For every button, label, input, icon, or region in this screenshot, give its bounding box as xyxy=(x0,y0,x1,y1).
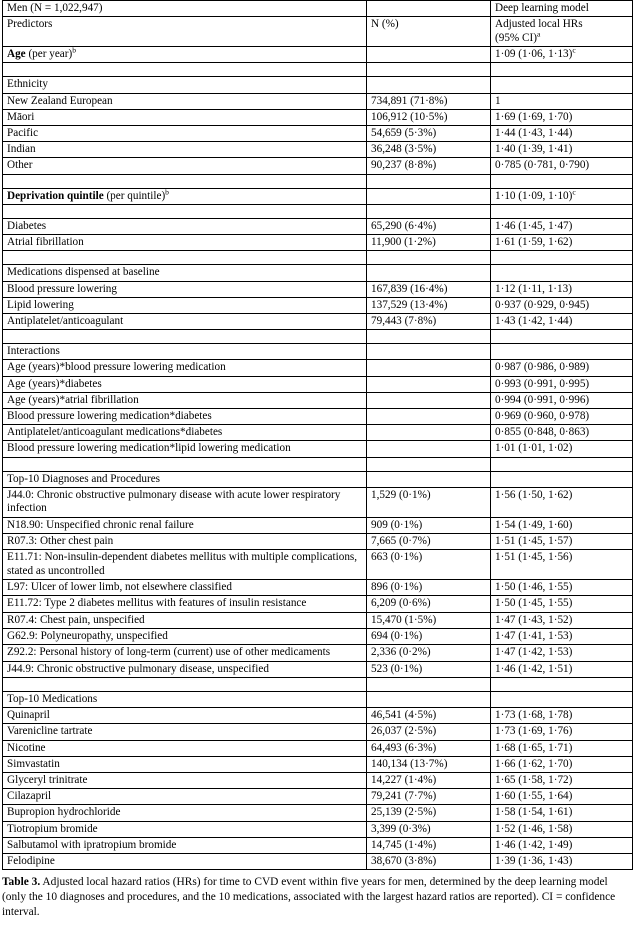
row-label: Z92.2: Personal history of long-term (current) use of other medicaments xyxy=(3,645,367,661)
row-label: Blood pressure lowering medication*lipid lowering medication xyxy=(3,441,367,457)
row-hazard-ratio: 1·61 (1·59, 1·62) xyxy=(491,235,633,251)
table-caption xyxy=(2,875,634,919)
spacer-cell xyxy=(491,63,633,77)
row-label: Tiotropium bromide xyxy=(3,821,367,837)
row-n-percent: 90,237 (8·8%) xyxy=(367,158,491,174)
row-n-percent xyxy=(367,392,491,408)
row-n-percent xyxy=(367,471,491,487)
table-row xyxy=(3,740,633,756)
row-hazard-ratio: 0·969 (0·960, 0·978) xyxy=(491,409,633,425)
row-label: Blood pressure lowering xyxy=(3,281,367,297)
hazard-ratio-table xyxy=(2,0,633,870)
table-row xyxy=(3,580,633,596)
row-n-percent: 167,839 (16·4%) xyxy=(367,281,491,297)
table-row xyxy=(3,596,633,612)
row-hazard-ratio: 0·993 (0·991, 0·995) xyxy=(491,376,633,392)
row-n-percent: 7,665 (0·7%) xyxy=(367,534,491,550)
table-body xyxy=(3,1,633,870)
table-row xyxy=(3,805,633,821)
spacer-cell xyxy=(491,251,633,265)
spacer-cell xyxy=(367,251,491,265)
spacer-cell xyxy=(3,457,367,471)
table-row xyxy=(3,77,633,93)
row-hazard-ratio: 1·50 (1·46, 1·55) xyxy=(491,580,633,596)
table-spacer-row xyxy=(3,204,633,218)
row-n-percent: 38,670 (3·8%) xyxy=(367,854,491,870)
row-label xyxy=(3,188,367,204)
table-row xyxy=(3,534,633,550)
row-n-percent xyxy=(367,409,491,425)
row-n-percent: 15,470 (1·5%) xyxy=(367,612,491,628)
row-label: Blood pressure lowering medication*diabetes xyxy=(3,409,367,425)
row-n-percent: 663 (0·1%) xyxy=(367,550,491,580)
table-header-row-cohort xyxy=(3,1,633,17)
table-row xyxy=(3,708,633,724)
row-label-footnote-marker: b xyxy=(72,45,77,55)
caption-text: Adjusted local hazard ratios (HRs) for time to CVD event within five years for men, determined by the deep learning model (only the 10 diagnoses and procedures, and the 10 medications, associated with the largest hazard ratios are reported). CI = confidence interval. xyxy=(2,876,616,918)
table-row xyxy=(3,392,633,408)
row-n-percent xyxy=(367,47,491,63)
row-hazard-ratio xyxy=(491,265,633,281)
spacer-cell xyxy=(367,63,491,77)
spacer-cell xyxy=(3,330,367,344)
row-label: Antiplatelet/anticoagulant medications*diabetes xyxy=(3,425,367,441)
row-label: Glyceryl trinitrate xyxy=(3,772,367,788)
row-n-percent: 14,227 (1·4%) xyxy=(367,772,491,788)
row-hazard-ratio: 1·66 (1·62, 1·70) xyxy=(491,756,633,772)
row-label: Medications dispensed at baseline xyxy=(3,265,367,281)
table-row xyxy=(3,854,633,870)
row-hazard-ratio: 1·47 (1·43, 1·52) xyxy=(491,612,633,628)
row-n-percent xyxy=(367,441,491,457)
row-label-rest: (per year) xyxy=(25,48,73,61)
row-n-percent: 26,037 (2·5%) xyxy=(367,724,491,740)
row-hazard-ratio xyxy=(491,188,633,204)
row-label: Pacific xyxy=(3,125,367,141)
row-n-percent xyxy=(367,77,491,93)
model-label: Deep learning model xyxy=(491,1,633,17)
table-row xyxy=(3,47,633,63)
row-label: N18.90: Unspecified chronic renal failure xyxy=(3,517,367,533)
table-row xyxy=(3,837,633,853)
row-n-percent: 896 (0·1%) xyxy=(367,580,491,596)
row-label: L97: Ulcer of lower limb, not elsewhere classified xyxy=(3,580,367,596)
caption-lead: Table 3. xyxy=(2,876,41,889)
row-n-percent: 694 (0·1%) xyxy=(367,628,491,644)
spacer-cell xyxy=(491,330,633,344)
table-row xyxy=(3,265,633,281)
row-label: Atrial fibrillation xyxy=(3,235,367,251)
row-n-percent: 46,541 (4·5%) xyxy=(367,708,491,724)
row-label: Salbutamol with ipratropium bromide xyxy=(3,837,367,853)
table-row xyxy=(3,487,633,517)
row-label: G62.9: Polyneuropathy, unspecified xyxy=(3,628,367,644)
row-hazard-ratio: 1·65 (1·58, 1·72) xyxy=(491,772,633,788)
row-n-percent: 1,529 (0·1%) xyxy=(367,487,491,517)
row-label: Antiplatelet/anticoagulant xyxy=(3,313,367,329)
row-n-percent: 79,241 (7·7%) xyxy=(367,789,491,805)
row-hazard-ratio: 1·44 (1·43, 1·44) xyxy=(491,125,633,141)
hr-header xyxy=(491,17,633,47)
table-spacer-row xyxy=(3,174,633,188)
table-row xyxy=(3,517,633,533)
row-hazard-ratio: 0·855 (0·848, 0·863) xyxy=(491,425,633,441)
row-label: Cilazapril xyxy=(3,789,367,805)
row-hr-footnote-marker: c xyxy=(572,45,576,55)
row-label: Simvastatin xyxy=(3,756,367,772)
row-n-percent: 25,139 (2·5%) xyxy=(367,805,491,821)
row-n-percent xyxy=(367,344,491,360)
row-n-percent: 140,134 (13·7%) xyxy=(367,756,491,772)
row-n-percent: 909 (0·1%) xyxy=(367,517,491,533)
row-label: Nicotine xyxy=(3,740,367,756)
row-n-percent xyxy=(367,376,491,392)
row-hazard-ratio: 1·69 (1·69, 1·70) xyxy=(491,109,633,125)
table-row xyxy=(3,409,633,425)
table-row xyxy=(3,772,633,788)
row-label: Quinapril xyxy=(3,708,367,724)
row-hazard-ratio: 1·50 (1·45, 1·55) xyxy=(491,596,633,612)
row-hazard-ratio: 1·58 (1·54, 1·61) xyxy=(491,805,633,821)
row-hazard-ratio: 0·994 (0·991, 0·996) xyxy=(491,392,633,408)
row-label: Age (years)*atrial fibrillation xyxy=(3,392,367,408)
row-n-percent: 734,891 (71·8%) xyxy=(367,93,491,109)
row-n-percent: 106,912 (10·5%) xyxy=(367,109,491,125)
row-hr-footnote-marker: c xyxy=(572,186,576,196)
row-n-percent: 79,443 (7·8%) xyxy=(367,313,491,329)
table-row xyxy=(3,628,633,644)
spacer-cell xyxy=(367,204,491,218)
row-n-percent xyxy=(367,691,491,707)
row-hazard-ratio: 1·51 (1·45, 1·57) xyxy=(491,534,633,550)
spacer-cell xyxy=(491,174,633,188)
hr-header-footnote-marker: a xyxy=(536,28,541,38)
table-row xyxy=(3,550,633,580)
row-hazard-ratio: 1·54 (1·49, 1·60) xyxy=(491,517,633,533)
spacer-cell xyxy=(491,204,633,218)
table-row xyxy=(3,125,633,141)
spacer-cell xyxy=(367,457,491,471)
spacer-cell xyxy=(491,677,633,691)
row-label: Other xyxy=(3,158,367,174)
spacer-cell xyxy=(3,174,367,188)
row-hazard-ratio: 1·56 (1·50, 1·62) xyxy=(491,487,633,517)
table-row xyxy=(3,344,633,360)
table-row xyxy=(3,376,633,392)
table-row xyxy=(3,612,633,628)
row-label: Age (years)*blood pressure lowering medication xyxy=(3,360,367,376)
row-label: Māori xyxy=(3,109,367,125)
row-hazard-ratio-value: 1·10 (1·09, 1·10) xyxy=(495,189,573,202)
spacer-cell xyxy=(491,457,633,471)
row-hazard-ratio: 1·51 (1·45, 1·56) xyxy=(491,550,633,580)
table-row xyxy=(3,441,633,457)
row-hazard-ratio: 0·785 (0·781, 0·790) xyxy=(491,158,633,174)
table-row xyxy=(3,235,633,251)
row-hazard-ratio: 1·46 (1·42, 1·51) xyxy=(491,661,633,677)
row-hazard-ratio xyxy=(491,47,633,63)
hr-header-line1: Adjusted local HRs xyxy=(495,18,583,31)
row-n-percent: 14,745 (1·4%) xyxy=(367,837,491,853)
cohort-n-blank xyxy=(367,1,491,17)
table-spacer-row xyxy=(3,677,633,691)
row-hazard-ratio: 1 xyxy=(491,93,633,109)
row-n-percent: 3,399 (0·3%) xyxy=(367,821,491,837)
hr-header-line2: (95% CI) xyxy=(495,31,537,44)
row-label: J44.0: Chronic obstructive pulmonary disease with acute lower respiratory infection xyxy=(3,487,367,517)
row-hazard-ratio: 1·60 (1·55, 1·64) xyxy=(491,789,633,805)
row-n-percent: 6,209 (0·6%) xyxy=(367,596,491,612)
row-label: E11.71: Non-insulin-dependent diabetes mellitus with multiple complications, stated as uncontrolled xyxy=(3,550,367,580)
row-label: Age (years)*diabetes xyxy=(3,376,367,392)
spacer-cell xyxy=(367,677,491,691)
row-label: New Zealand European xyxy=(3,93,367,109)
row-label: R07.3: Other chest pain xyxy=(3,534,367,550)
row-hazard-ratio: 1·73 (1·69, 1·76) xyxy=(491,724,633,740)
row-hazard-ratio: 1·47 (1·42, 1·53) xyxy=(491,645,633,661)
row-label: Lipid lowering xyxy=(3,297,367,313)
row-label: R07.4: Chest pain, unspecified xyxy=(3,612,367,628)
table-row xyxy=(3,188,633,204)
table-row xyxy=(3,142,633,158)
row-label-footnote-marker: b xyxy=(165,186,169,196)
row-label: Top-10 Medications xyxy=(3,691,367,707)
row-n-percent: 54,659 (5·3%) xyxy=(367,125,491,141)
table-row xyxy=(3,724,633,740)
row-hazard-ratio: 1·52 (1·46, 1·58) xyxy=(491,821,633,837)
row-n-percent: 2,336 (0·2%) xyxy=(367,645,491,661)
row-label: Ethnicity xyxy=(3,77,367,93)
row-hazard-ratio xyxy=(491,77,633,93)
row-label: Varenicline tartrate xyxy=(3,724,367,740)
row-hazard-ratio: 1·46 (1·42, 1·49) xyxy=(491,837,633,853)
row-n-percent: 64,493 (6·3%) xyxy=(367,740,491,756)
spacer-cell xyxy=(3,63,367,77)
table-row xyxy=(3,425,633,441)
spacer-cell xyxy=(367,174,491,188)
table-row xyxy=(3,313,633,329)
row-hazard-ratio: 1·12 (1·11, 1·13) xyxy=(491,281,633,297)
table-row xyxy=(3,109,633,125)
row-label: Felodipine xyxy=(3,854,367,870)
row-label: Interactions xyxy=(3,344,367,360)
table-header-row-columns xyxy=(3,17,633,47)
table-row xyxy=(3,789,633,805)
row-label-bold: Age xyxy=(7,48,26,61)
table-row xyxy=(3,158,633,174)
table-row xyxy=(3,297,633,313)
row-hazard-ratio xyxy=(491,691,633,707)
predictors-header: Predictors xyxy=(3,17,367,47)
table-spacer-row xyxy=(3,457,633,471)
row-n-percent: 137,529 (13·4%) xyxy=(367,297,491,313)
row-n-percent xyxy=(367,425,491,441)
row-hazard-ratio: 1·68 (1·65, 1·71) xyxy=(491,740,633,756)
row-hazard-ratio: 1·46 (1·45, 1·47) xyxy=(491,218,633,234)
row-n-percent: 523 (0·1%) xyxy=(367,661,491,677)
row-hazard-ratio: 1·40 (1·39, 1·41) xyxy=(491,142,633,158)
table-row xyxy=(3,691,633,707)
row-label: E11.72: Type 2 diabetes mellitus with features of insulin resistance xyxy=(3,596,367,612)
table-row xyxy=(3,661,633,677)
row-hazard-ratio xyxy=(491,471,633,487)
spacer-cell xyxy=(367,330,491,344)
table-row xyxy=(3,93,633,109)
row-hazard-ratio: 1·47 (1·41, 1·53) xyxy=(491,628,633,644)
row-label-bold: Deprivation quintile xyxy=(7,189,104,202)
row-n-percent: 65,290 (6·4%) xyxy=(367,218,491,234)
spacer-cell xyxy=(3,204,367,218)
table-row xyxy=(3,281,633,297)
row-hazard-ratio: 1·01 (1·01, 1·02) xyxy=(491,441,633,457)
row-hazard-ratio: 0·937 (0·929, 0·945) xyxy=(491,297,633,313)
n-pct-header: N (%) xyxy=(367,17,491,47)
row-hazard-ratio: 1·43 (1·42, 1·44) xyxy=(491,313,633,329)
row-n-percent xyxy=(367,360,491,376)
row-n-percent xyxy=(367,188,491,204)
row-label: Indian xyxy=(3,142,367,158)
row-label: Diabetes xyxy=(3,218,367,234)
table-row xyxy=(3,756,633,772)
spacer-cell xyxy=(3,677,367,691)
row-hazard-ratio: 1·73 (1·68, 1·78) xyxy=(491,708,633,724)
row-n-percent xyxy=(367,265,491,281)
row-hazard-ratio: 1·39 (1·36, 1·43) xyxy=(491,854,633,870)
table-row xyxy=(3,218,633,234)
row-label xyxy=(3,47,367,63)
spacer-cell xyxy=(3,251,367,265)
table-row xyxy=(3,471,633,487)
table-spacer-row xyxy=(3,251,633,265)
row-label: Bupropion hydrochloride xyxy=(3,805,367,821)
row-label: Top-10 Diagnoses and Procedures xyxy=(3,471,367,487)
row-label: J44.9: Chronic obstructive pulmonary disease, unspecified xyxy=(3,661,367,677)
row-n-percent: 36,248 (3·5%) xyxy=(367,142,491,158)
table-row xyxy=(3,821,633,837)
table-row xyxy=(3,645,633,661)
row-label-rest: (per quintile) xyxy=(103,189,166,202)
row-n-percent: 11,900 (1·2%) xyxy=(367,235,491,251)
row-hazard-ratio-value: 1·09 (1·06, 1·13) xyxy=(495,48,573,61)
table-spacer-row xyxy=(3,63,633,77)
cohort-label: Men (N = 1,022,947) xyxy=(3,1,367,17)
row-hazard-ratio xyxy=(491,344,633,360)
table-spacer-row xyxy=(3,330,633,344)
table-row xyxy=(3,360,633,376)
row-hazard-ratio: 0·987 (0·986, 0·989) xyxy=(491,360,633,376)
